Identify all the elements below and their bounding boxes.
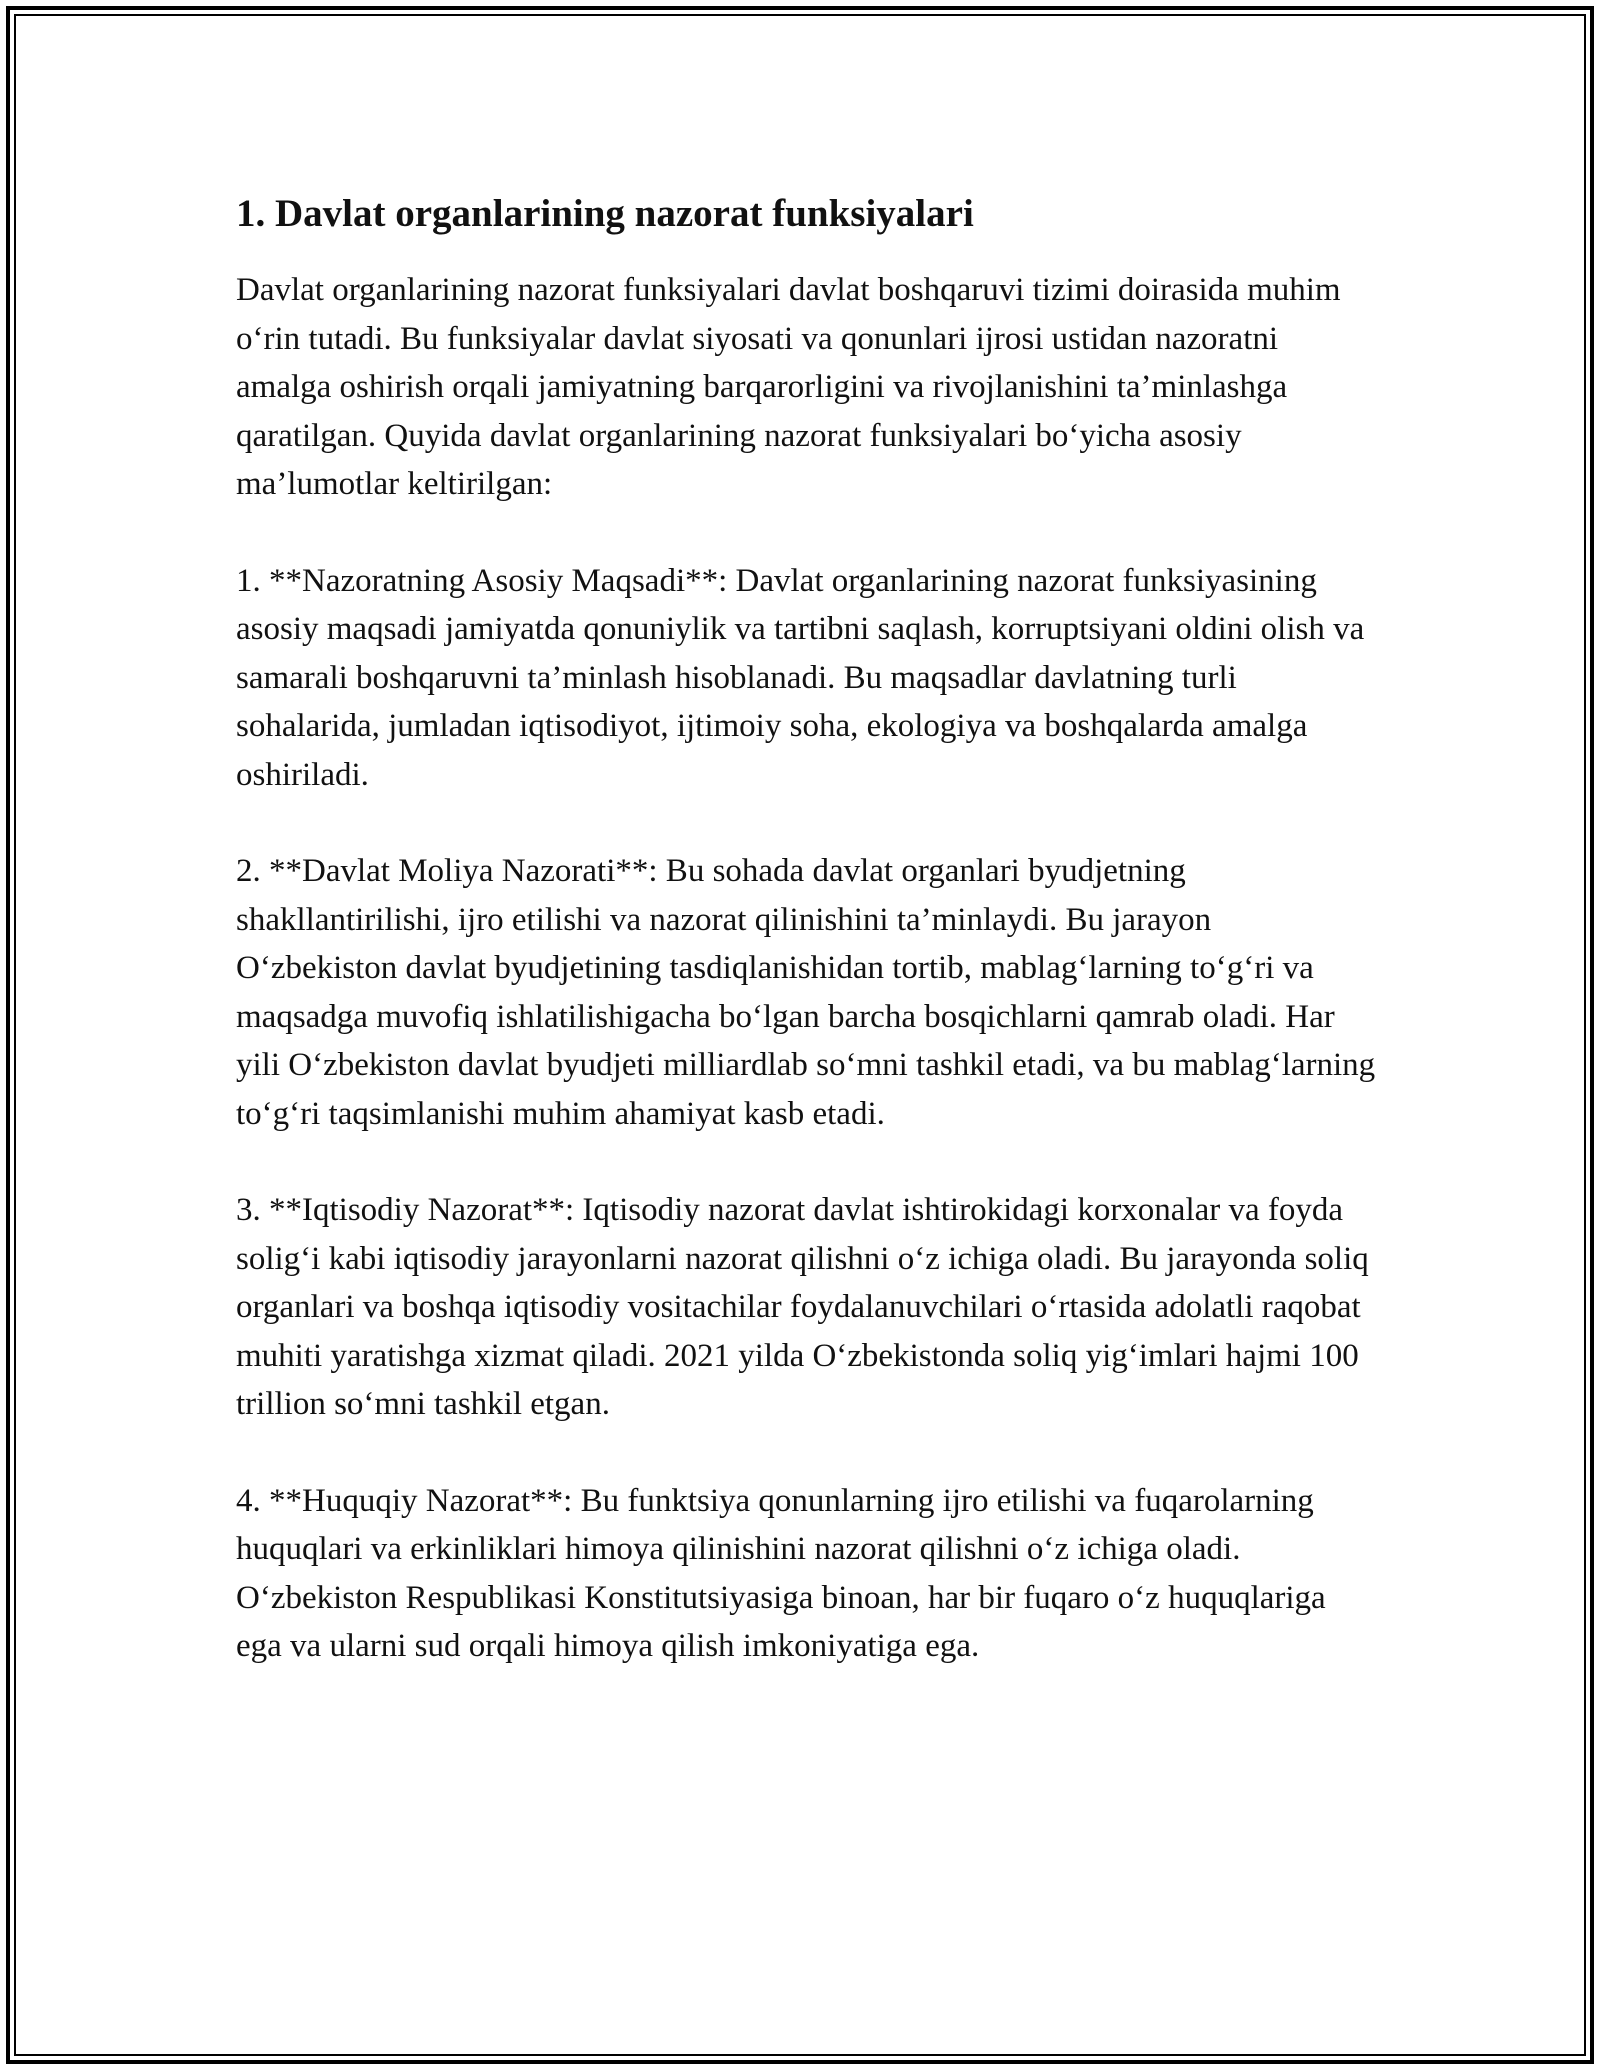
paragraph-iqtisodiy-nazorat: 3. **Iqtisodiy Nazorat**: Iqtisodiy nazorat davlat ishtirokidagi korxonalar va foyda solig‘i kabi iqtisodiy jarayonlarni nazorat qilishni o‘z ichiga oladi. Bu jarayonda soliq organlari va boshqa iqtisodiy vositachilar foydalanuvchilari o‘rtasida adolatli raqobat muhiti yaratishga xizmat qiladi. 2021 yilda O‘zbekistonda soliq yig‘imlari hajmi 100 trillion so‘mni tashkil etgan. — [236, 1192, 1369, 1422]
paragraph-nazorat-maqsadi: 1. **Nazoratning Asosiy Maqsadi**: Davlat organlarining nazorat funksiyasining asosiy maqsadi jamiyatda qonuniylik va tartibni saqlash, korruptsiyani oldini olish va samarali boshqaruvni ta’minlash hisoblanadi. Bu maqsadlar davlatning turli sohalarida, jumladan iqtisodiyot, ijtimoiy soha, ekologiya va boshqalarda amalga oshiriladi. — [236, 562, 1365, 793]
intro-paragraph: Davlat organlarining nazorat funksiyalari davlat boshqaruvi tizimi doirasida muhim o‘rin tutadi. Bu funksiyalar davlat siyosati va qonunlari ijrosi ustidan nazoratni amalga oshirish orqali jamiyatning barqarorligini va rivojlanishini ta’minlashga qaratilgan. Quyida davlat organlarining nazorat funksiyalari bo‘yicha asosiy ma’lumotlar keltirilgan: — [236, 272, 1341, 502]
section-heading: 1. Davlat organlarining nazorat funksiyalari — [236, 192, 974, 235]
paragraph-huquqiy-nazorat: 4. **Huquqiy Nazorat**: Bu funktsiya qonunlarning ijro etilishi va fuqarolarning huquqlari va erkinliklari himoya qilinishini nazorat qilishni o‘z ichiga oladi. O‘zbekiston Respublikasi Konstitutsiyasiga binoan, har bir fuqaro o‘z huquqlariga ega va ularni sud orqali himoya qilish imkoniyatiga ega. — [236, 1482, 1326, 1664]
document-body — [236, 188, 1376, 1719]
paragraph-moliya-nazorati: 2. **Davlat Moliya Nazorati**: Bu sohada davlat organlari byudjetning shakllantirilishi, ijro etilishi va nazorat qilinishini ta’minlaydi. Bu jarayon O‘zbekiston davlat byudjetining tasdiqlanishidan tortib, mablag‘larning to‘g‘ri va maqsadga muvofiq ishlatilishigacha bo‘lgan barcha bosqichlarni qamrab oladi. Har yili O‘zbekiston davlat byudjeti milliardlab so‘mni tashkil etadi, va bu mablag‘larning to‘g‘ri taqsimlanishi muhim ahamiyat kasb etadi. — [236, 853, 1376, 1132]
